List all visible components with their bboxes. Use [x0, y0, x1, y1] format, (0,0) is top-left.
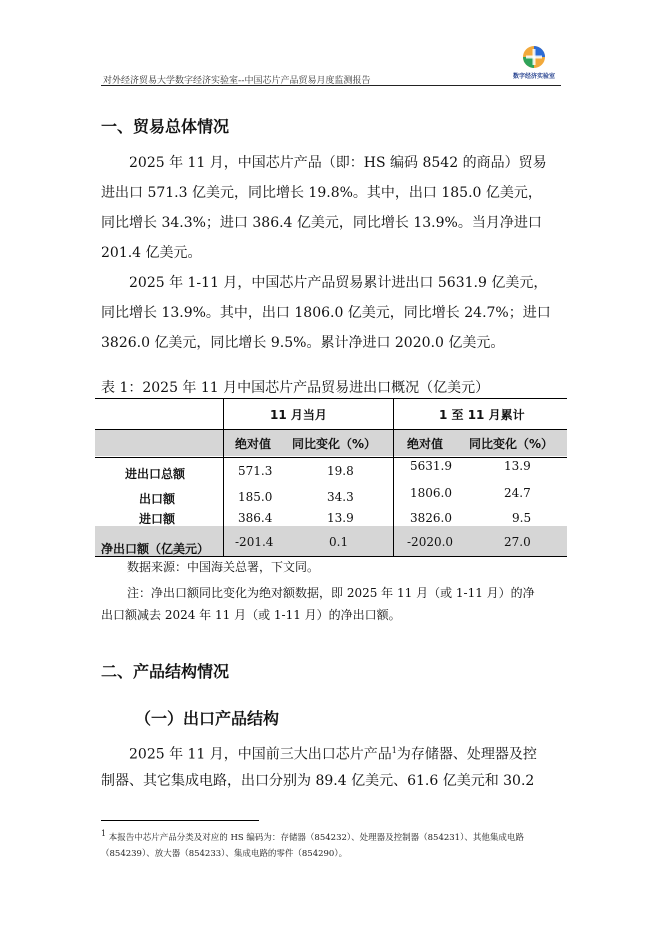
- note-line: 出口额减去 2024 年 11 月（或 1-11 月）的净出口额。: [101, 608, 401, 622]
- table-body-rule: [95, 457, 567, 458]
- footnote-mark: 1: [101, 829, 107, 838]
- row-value: 1806.0: [410, 486, 452, 500]
- row-value: 185.0: [238, 490, 273, 504]
- table-caption: 表 1：2025 年 11 月中国芯片产品贸易进出口概况（亿美元）: [101, 380, 490, 396]
- logo-text: 数字经济实验室: [512, 73, 555, 80]
- row-value: -201.4: [235, 535, 274, 549]
- paragraph-line: 201.4 亿美元。: [101, 245, 202, 261]
- section2-paragraph1: [101, 736, 561, 796]
- row-label: 净出口额（亿美元）: [101, 542, 210, 556]
- paragraph-line: 2025 年 1-11 月，中国芯片产品贸易累计进出口 5631.9 亿美元，: [129, 275, 548, 291]
- subheader-change: 同比变化（%）: [469, 437, 554, 451]
- row-value: 0.1: [329, 535, 349, 549]
- row-value: 386.4: [238, 511, 273, 525]
- paragraph-line: 制器、其它集成电路，出口分别为 89.4 亿美元、61.6 亿美元和 30.2: [101, 773, 535, 789]
- row-value: 13.9: [327, 511, 354, 525]
- table-header-rule: [95, 429, 567, 430]
- subheader-change: 同比变化（%）: [292, 437, 377, 451]
- section1-paragraph1: [101, 148, 561, 268]
- row-value: 34.3: [327, 490, 354, 504]
- lab-logo-icon: [521, 44, 547, 70]
- paragraph-text: 为存储器、处理器及控: [396, 746, 537, 763]
- footnote-text: 本报告中芯片产品分类及对应的 HS 编码为：存储器（854232）、处理器及控制器（854231）、其他集成电路（854239）、放大器（854233）、集成电路的零件（854290）。: [101, 832, 524, 859]
- subheader-value: 绝对值: [407, 437, 444, 451]
- footnote-ref[interactable]: 1: [391, 746, 397, 755]
- section1-paragraph2: [101, 268, 561, 358]
- section2-subheading: （一）出口产品结构: [135, 709, 280, 728]
- footnote-divider: [101, 820, 259, 821]
- row-value: 3826.0: [410, 511, 452, 525]
- footnote: [101, 826, 563, 862]
- row-value: 27.0: [504, 535, 531, 549]
- row-label: 进口额: [139, 512, 176, 526]
- row-label: 出口额: [139, 492, 176, 506]
- row-value: 5631.9: [410, 459, 452, 473]
- subheader-value: 绝对值: [235, 437, 272, 451]
- group-header-cumulative: 1 至 11 月累计: [439, 408, 525, 422]
- trade-summary-table: [95, 398, 567, 558]
- table-note: [101, 582, 571, 626]
- paragraph-line: 同比增长 34.3%；进口 386.4 亿美元，同比增长 13.9%。当月净进口: [101, 215, 542, 231]
- table-divider: [393, 398, 394, 556]
- paragraph-line: 3826.0 亿美元，同比增长 9.5%。累计净进口 2020.0 亿美元。: [101, 335, 505, 351]
- header-divider: [101, 85, 561, 86]
- note-line: 注：净出口额同比变化为绝对额数据，即 2025 年 11 月（或 1-11 月）的净: [127, 586, 535, 600]
- row-value: 24.7: [504, 486, 531, 500]
- data-source: 数据来源：中国海关总署，下文同。: [127, 560, 320, 574]
- table-divider: [223, 398, 224, 556]
- paragraph-text: 2025 年 11 月，中国前三大出口芯片产品: [129, 746, 392, 763]
- row-value: 13.9: [504, 459, 531, 473]
- row-value: 571.3: [238, 464, 273, 478]
- table-top-rule: [95, 398, 567, 399]
- section1-heading: 一、贸易总体情况: [101, 117, 230, 136]
- row-value: 19.8: [327, 464, 354, 478]
- paragraph-line: 2025 年 11 月，中国芯片产品（即：HS 编码 8542 的商品）贸易: [129, 155, 547, 171]
- row-label: 进出口总额: [125, 467, 186, 481]
- header-title: 对外经济贸易大学数字经济实验室--中国芯片产品贸易月度监测报告: [103, 76, 371, 86]
- paragraph-line: 进出口 571.3 亿美元，同比增长 19.8%。其中，出口 185.0 亿美元，: [101, 185, 542, 201]
- paragraph-line: [101, 736, 561, 766]
- row-value: 9.5: [512, 511, 532, 525]
- row-value: -2020.0: [407, 535, 454, 549]
- section2-heading: 二、产品结构情况: [101, 662, 230, 681]
- group-header-month: 11 月当月: [270, 408, 327, 422]
- paragraph-line: 同比增长 13.9%。其中，出口 1806.0 亿美元，同比增长 24.7%；进口: [101, 305, 551, 321]
- lab-logo: [507, 44, 561, 84]
